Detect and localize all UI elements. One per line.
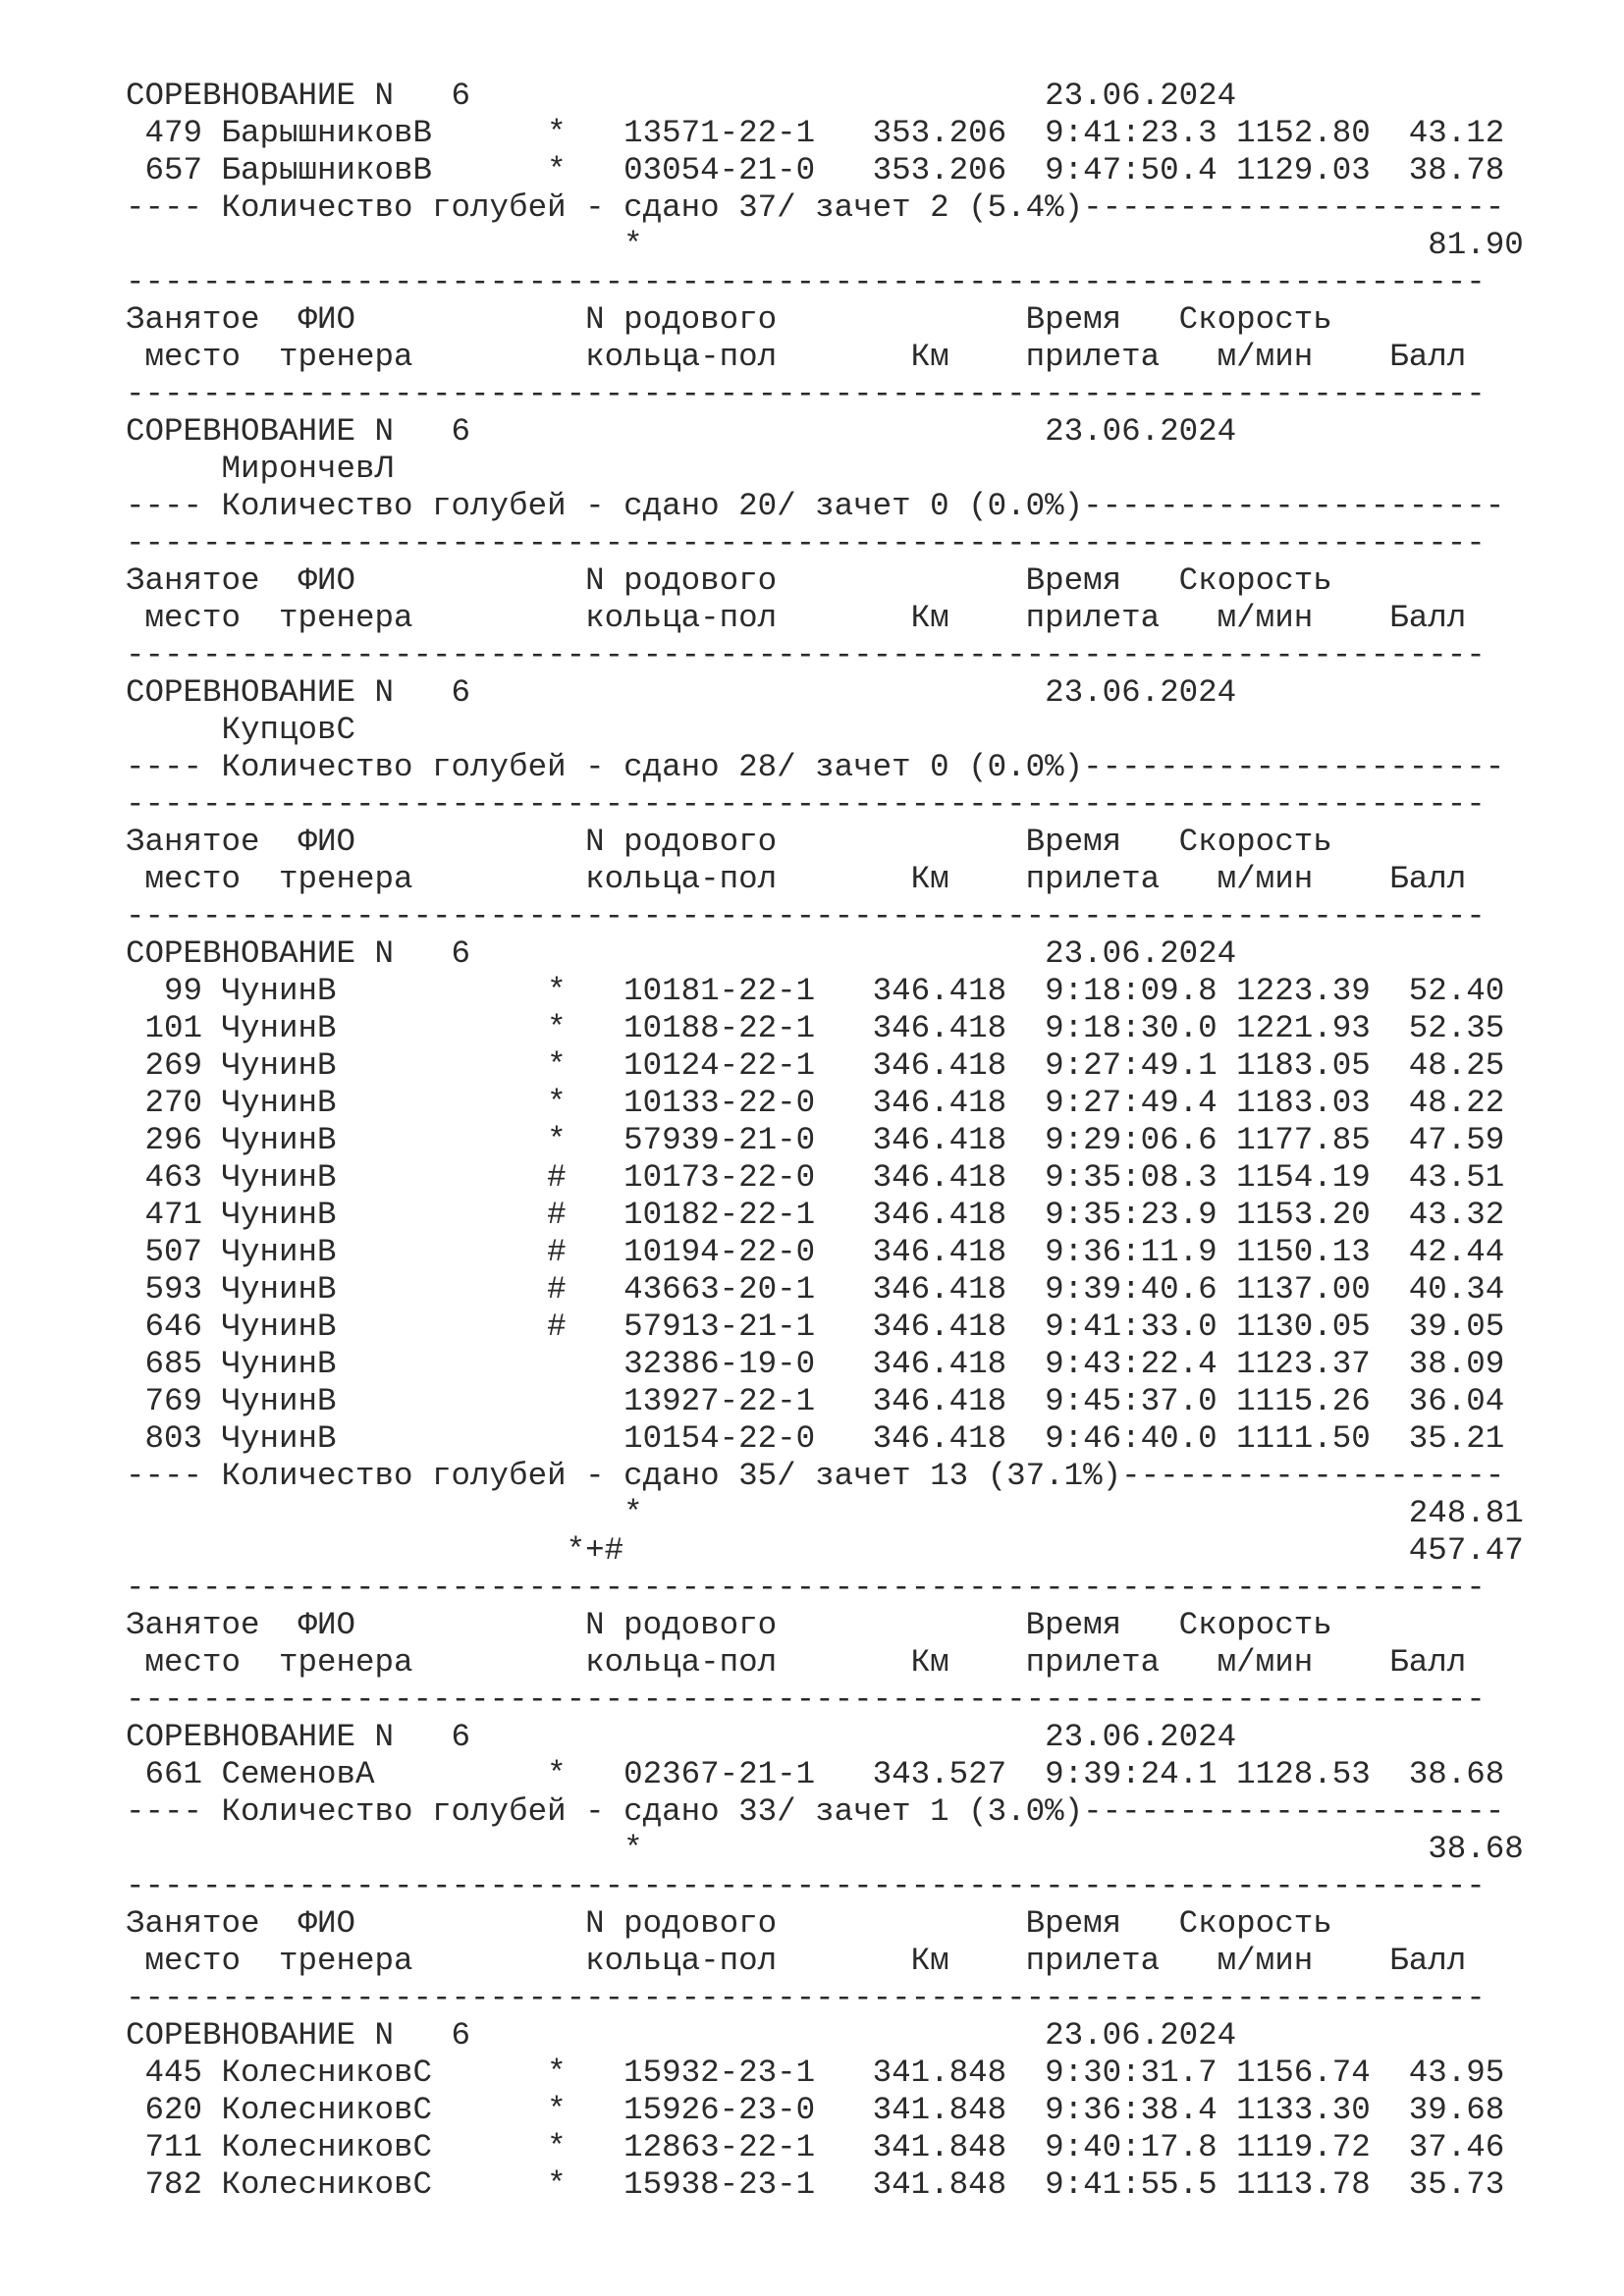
column-header: Занятое ФИО N родового Время Скорость: [126, 1905, 1332, 1942]
result-row: 269 ЧунинВ * 10124-22-1 346.418 9:27:49.1 1183.05 48.25: [126, 1047, 1505, 1084]
points-total: *+# 457.47: [126, 1532, 1524, 1569]
pigeon-count-summary: ---- Количество голубей - сдано 37/ зачет 2 (5.4%)----------------------: [126, 189, 1505, 226]
result-row: 507 ЧунинВ # 10194-22-0 346.418 9:36:11.9 1150.13 42.44: [126, 1234, 1505, 1270]
result-row: 463 ЧунинВ # 10173-22-0 346.418 9:35:08.3 1154.19 43.51: [126, 1159, 1505, 1196]
trainer-name: МирончевЛ: [126, 451, 395, 487]
result-row: 657 БарышниковВ * 03054-21-0 353.206 9:47:50.4 1129.03 38.78: [126, 152, 1505, 188]
separator-line: -----------------------------------------------------------------------: [126, 786, 1486, 823]
column-header: место тренера кольца-пол Км прилета м/мин Балл: [126, 1644, 1467, 1681]
points-total: * 38.68: [126, 1831, 1524, 1867]
pigeon-count-summary: ---- Количество голубей - сдано 35/ зачет 13 (37.1%)--------------------: [126, 1458, 1505, 1494]
column-header: место тренера кольца-пол Км прилета м/мин Балл: [126, 1943, 1467, 1979]
results-document: [126, 78, 1559, 2204]
result-row: 101 ЧунинВ * 10188-22-1 346.418 9:18:30.0 1221.93 52.35: [126, 1010, 1505, 1046]
separator-line: -----------------------------------------------------------------------: [126, 1868, 1486, 1904]
competition-header: СОРЕВНОВАНИЕ N 6 23.06.2024: [126, 413, 1237, 450]
separator-line: -----------------------------------------------------------------------: [126, 637, 1486, 673]
result-row: 593 ЧунинВ # 43663-20-1 346.418 9:39:40.6 1137.00 40.34: [126, 1271, 1505, 1308]
competition-header: СОРЕВНОВАНИЕ N 6 23.06.2024: [126, 2017, 1237, 2054]
competition-header: СОРЕВНОВАНИЕ N 6 23.06.2024: [126, 935, 1237, 972]
result-row: 803 ЧунинВ 10154-22-0 346.418 9:46:40.0 1111.50 35.21: [126, 1420, 1505, 1457]
result-row: 99 ЧунинВ * 10181-22-1 346.418 9:18:09.8 1223.39 52.40: [126, 973, 1505, 1009]
separator-line: -----------------------------------------------------------------------: [126, 376, 1486, 412]
result-row: 685 ЧунинВ 32386-19-0 346.418 9:43:22.4 1123.37 38.09: [126, 1346, 1505, 1382]
pigeon-count-summary: ---- Количество голубей - сдано 33/ зачет 1 (3.0%)----------------------: [126, 1793, 1505, 1830]
points-total: * 248.81: [126, 1495, 1524, 1531]
result-row: 782 КолесниковС * 15938-23-1 341.848 9:41:55.5 1113.78 35.73: [126, 2166, 1505, 2203]
result-row: 471 ЧунинВ # 10182-22-1 346.418 9:35:23.9 1153.20 43.32: [126, 1197, 1505, 1233]
result-row: 296 ЧунинВ * 57939-21-0 346.418 9:29:06.6 1177.85 47.59: [126, 1122, 1505, 1158]
trainer-name: КупцовС: [126, 712, 356, 748]
separator-line: -----------------------------------------------------------------------: [126, 898, 1486, 934]
separator-line: -----------------------------------------------------------------------: [126, 264, 1486, 300]
column-header: Занятое ФИО N родового Время Скорость: [126, 824, 1332, 860]
result-row: 769 ЧунинВ 13927-22-1 346.418 9:45:37.0 1115.26 36.04: [126, 1383, 1505, 1419]
result-row: 620 КолесниковС * 15926-23-0 341.848 9:36:38.4 1133.30 39.68: [126, 2092, 1505, 2128]
points-total: * 81.90: [126, 227, 1524, 263]
separator-line: -----------------------------------------------------------------------: [126, 1682, 1486, 1718]
column-header: Занятое ФИО N родового Время Скорость: [126, 301, 1332, 338]
separator-line: -----------------------------------------------------------------------: [126, 1980, 1486, 2016]
competition-header: СОРЕВНОВАНИЕ N 6 23.06.2024: [126, 78, 1237, 114]
column-header: Занятое ФИО N родового Время Скорость: [126, 562, 1332, 599]
result-row: 479 БарышниковВ * 13571-22-1 353.206 9:41:23.3 1152.80 43.12: [126, 115, 1505, 151]
separator-line: -----------------------------------------------------------------------: [126, 525, 1486, 561]
result-row: 646 ЧунинВ # 57913-21-1 346.418 9:41:33.0 1130.05 39.05: [126, 1308, 1505, 1345]
result-row: 711 КолесниковС * 12863-22-1 341.848 9:40:17.8 1119.72 37.46: [126, 2129, 1505, 2165]
separator-line: -----------------------------------------------------------------------: [126, 1570, 1486, 1606]
column-header: место тренера кольца-пол Км прилета м/мин Балл: [126, 339, 1467, 375]
pigeon-count-summary: ---- Количество голубей - сдано 28/ зачет 0 (0.0%)----------------------: [126, 749, 1505, 785]
column-header: место тренера кольца-пол Км прилета м/мин Балл: [126, 600, 1467, 636]
column-header: место тренера кольца-пол Км прилета м/мин Балл: [126, 861, 1467, 897]
competition-header: СОРЕВНОВАНИЕ N 6 23.06.2024: [126, 1719, 1237, 1755]
competition-header: СОРЕВНОВАНИЕ N 6 23.06.2024: [126, 674, 1237, 711]
result-row: 270 ЧунинВ * 10133-22-0 346.418 9:27:49.4 1183.03 48.22: [126, 1085, 1505, 1121]
result-row: 445 КолесниковС * 15932-23-1 341.848 9:30:31.7 1156.74 43.95: [126, 2055, 1505, 2091]
column-header: Занятое ФИО N родового Время Скорость: [126, 1607, 1332, 1643]
pigeon-count-summary: ---- Количество голубей - сдано 20/ зачет 0 (0.0%)----------------------: [126, 488, 1505, 524]
result-row: 661 СеменовА * 02367-21-1 343.527 9:39:24.1 1128.53 38.68: [126, 1756, 1505, 1792]
